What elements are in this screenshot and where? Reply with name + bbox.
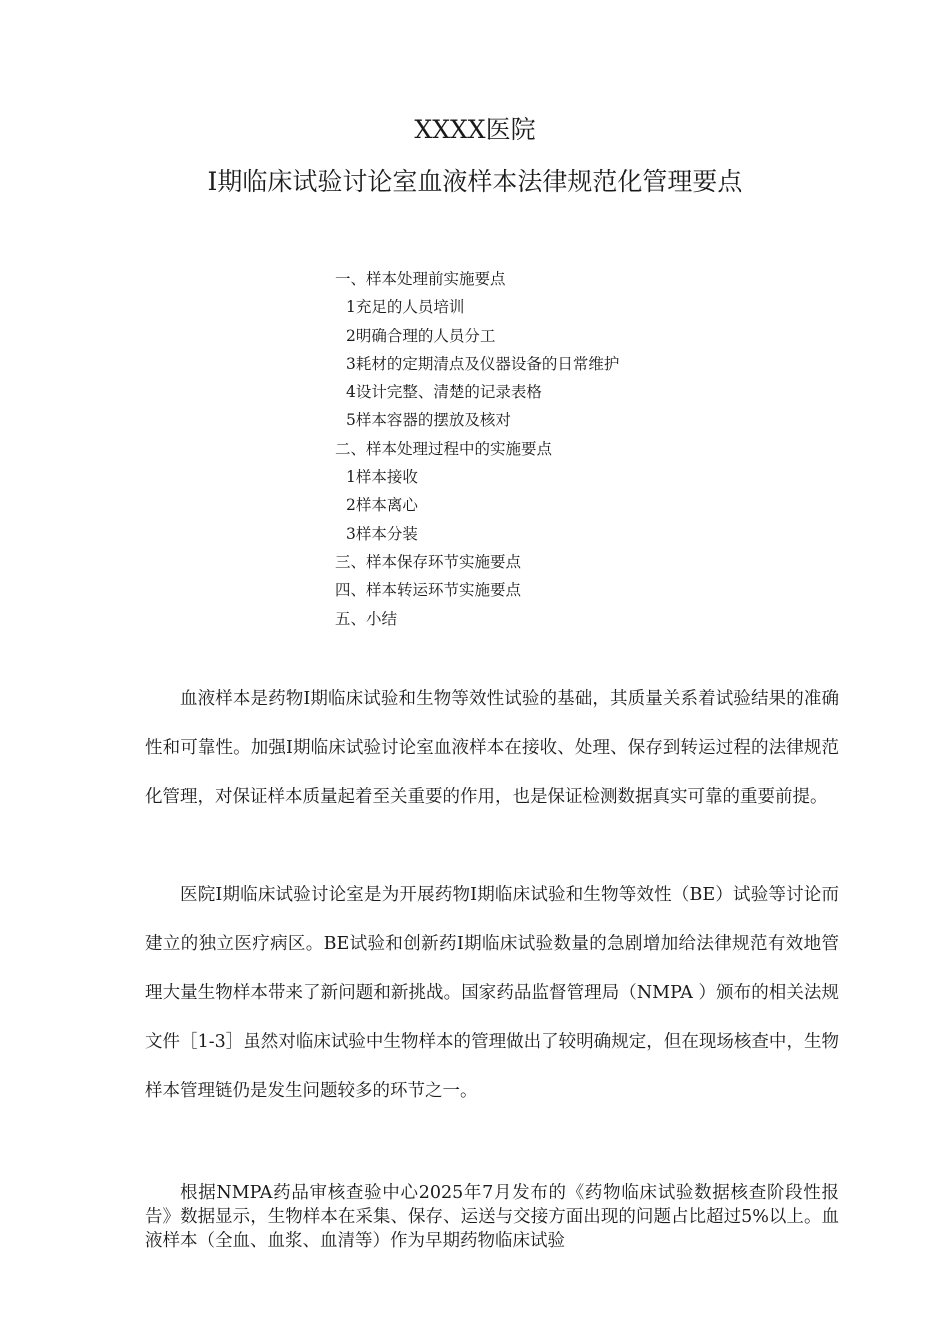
toc-item: 二、样本处理过程中的实施要点 <box>335 439 553 458</box>
document-title <box>0 110 950 202</box>
toc-item: 5样本容器的摆放及核对 <box>346 411 511 430</box>
toc-item: 三、样本保存环节实施要点 <box>335 552 522 571</box>
toc-item: 4设计完整、清楚的记录表格 <box>346 383 542 402</box>
table-of-contents <box>335 265 755 633</box>
toc-item: 3耗材的定期清点及仪器设备的日常维护 <box>346 354 620 373</box>
toc-item: 2明确合理的人员分工 <box>346 326 496 345</box>
body-paragraph: 医院I期临床试验讨论室是为开展药物I期临床试验和生物等效性（BE）试验等讨论而建立的独立医疗病区。BE试验和创新药I期临床试验数量的急剧增加给法律规范有效地管理大量生物样本带来了新问题和新挑战。国家药品监督管理局（NMPA ）颁布的相关法规文件［1-3］虽然对临床试验中生物样本的管理做出了较明确规定，但在现场核查中，生物样本管理链仍是发生问题较多的环节之一。 <box>145 885 839 1101</box>
toc-item: 2样本离心 <box>346 496 418 515</box>
document-subtitle: I期临床试验讨论室血液样本法律规范化管理要点 <box>207 167 743 196</box>
toc-item: 1充足的人员培训 <box>346 298 465 317</box>
body-paragraph: 根据NMPA药品审核查验中心2025年7月发布的《药物临床试验数据核查阶段性报告》数据显示，生物样本在采集、保存、运送与交接方面出现的问题占比超过5%以上。血液样本（全血、血浆、血清等）作为早期药物临床试验 <box>145 1183 839 1251</box>
toc-item: 1样本接收 <box>346 468 418 487</box>
toc-item: 3样本分装 <box>346 524 418 543</box>
toc-item: 一、样本处理前实施要点 <box>335 270 506 288</box>
toc-item: 四、样本转运环节实施要点 <box>335 581 522 600</box>
hospital-name: XXXX医院 <box>414 115 536 144</box>
toc-item: 五、小结 <box>335 609 398 628</box>
body-paragraph: 血液样本是药物I期临床试验和生物等效性试验的基础，其质量关系着试验结果的准确性和可靠性。加强I期临床试验讨论室血液样本在接收、处理、保存到转运过程的法律规范化管理，对保证样本质量起着至关重要的作用，也是保证检测数据真实可靠的重要前提。 <box>145 689 839 807</box>
